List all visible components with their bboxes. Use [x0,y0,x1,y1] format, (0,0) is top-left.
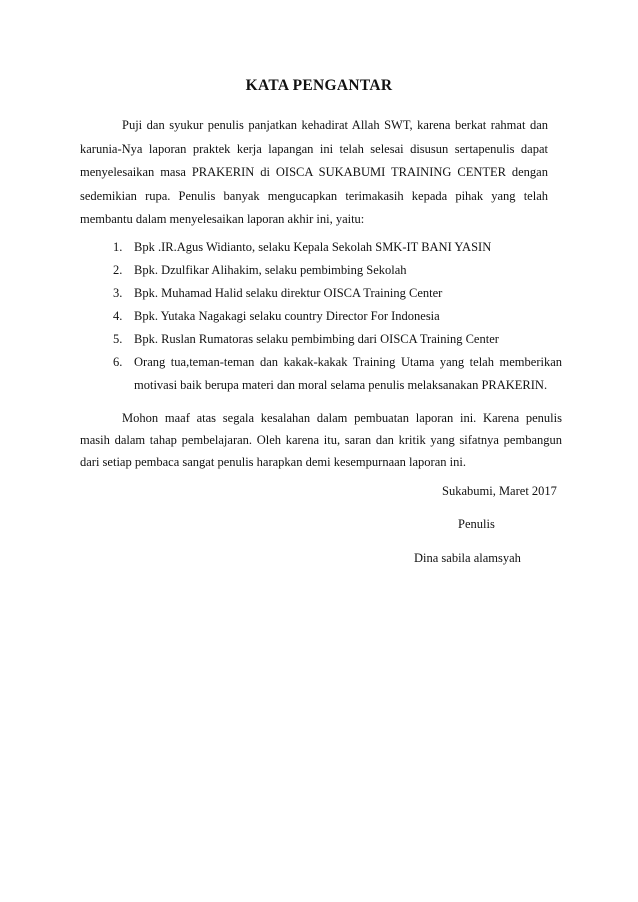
list-number: 2. [113,263,123,277]
intro-line-2: karunia-Nya laporan praktek kerja lapangan ini telah selesai disusun sertapenulis dapat [80,142,548,156]
place-date: Sukabumi, Maret 2017 [442,484,557,498]
intro-line-3: menyelesaikan masa PRAKERIN di OISCA SUKABUMI TRAINING CENTER dengan [80,165,548,179]
list-item: Bpk. Dzulfikar Alihakim, selaku pembimbing Sekolah [134,263,407,277]
signer-name: Dina sabila alamsyah [414,551,521,565]
list-item: Bpk. Yutaka Nagakagi selaku country Director For Indonesia [134,309,440,323]
list-item: Bpk. Ruslan Rumatoras selaku pembimbing dari OISCA Training Center [134,332,499,346]
list-item-continuation: motivasi baik berupa materi dan moral selama penulis melaksanakan PRAKERIN. [134,378,548,392]
list-number: 6. [113,355,123,369]
closing-line-2: masih dalam tahap pembelajaran. Oleh karena itu, saran dan kritik yang sifatnya pembangun [80,433,562,447]
intro-line-1: Puji dan syukur penulis panjatkan kehadirat Allah SWT, karena berkat rahmat dan [122,118,548,132]
list-item: Bpk .IR.Agus Widianto, selaku Kepala Sekolah SMK-IT BANI YASIN [134,240,492,254]
list-item: Orang tua,teman-teman dan kakak-kakak Training Utama yang telah memberikan [134,355,562,369]
list-number: 5. [113,332,123,346]
intro-line-5: membantu dalam menyelesaikan laporan akhir ini, yaitu: [80,212,365,226]
list-number: 3. [113,286,123,300]
list-number: 4. [113,309,123,323]
closing-line-3: dari setiap pembaca sangat penulis harapkan demi kesempurnaan laporan ini. [80,455,466,469]
list-number: 1. [113,240,123,254]
closing-line-1: Mohon maaf atas segala kesalahan dalam pembuatan laporan ini. Karena penulis [122,411,562,425]
signer-role: Penulis [458,517,495,531]
intro-line-4: sedemikian rupa. Penulis banyak mengucapkan terimakasih kepada pihak yang telah [80,189,548,203]
page-title: KATA PENGANTAR [245,77,393,94]
list-item: Bpk. Muhamad Halid selaku direktur OISCA Training Center [134,286,443,300]
